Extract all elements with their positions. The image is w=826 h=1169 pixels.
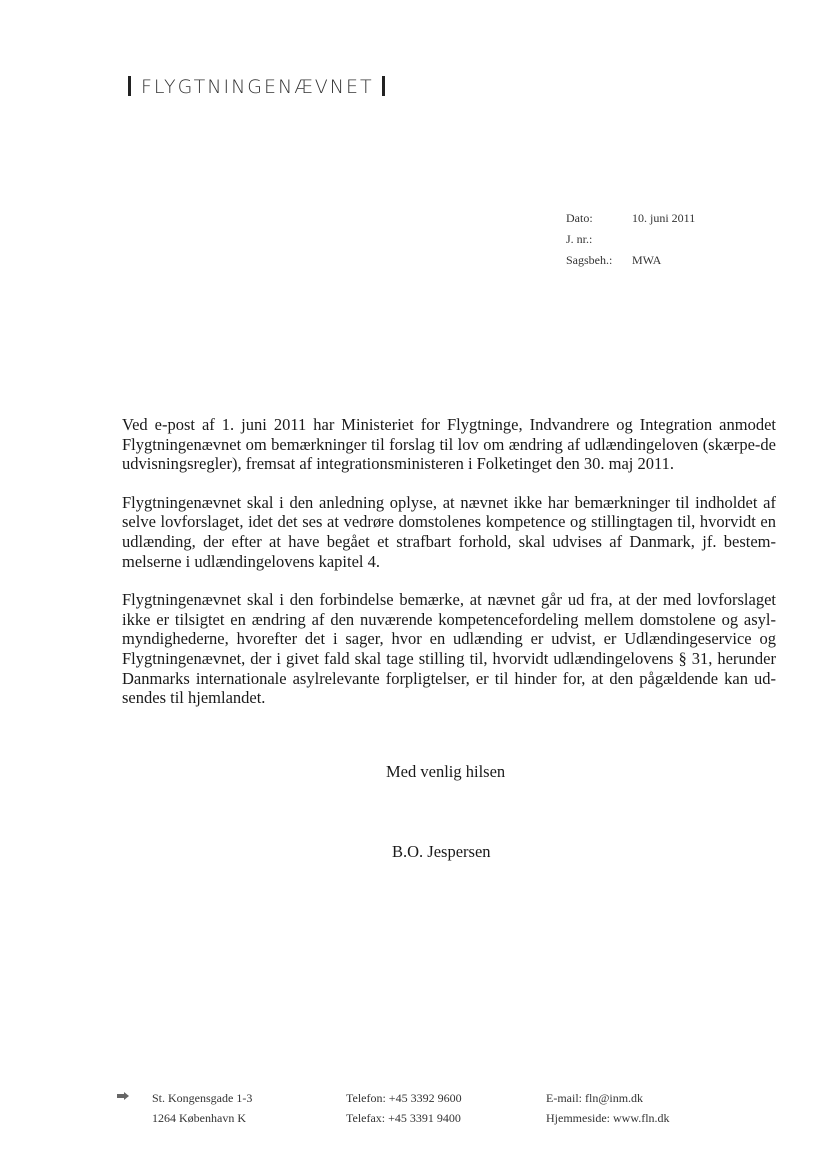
closing-salutation: Med venlig hilsen: [386, 762, 506, 781]
letter-meta: [566, 211, 695, 274]
paragraph: Ved e-post af 1. juni 2011 har Ministeriet for Flygtninge, Indvandrere og Integration anmodet Flygtningenævnet om bemærkninger til forslag til lov om ændring af udlændingeloven (skærpe-de udvisningsregler), fremsat af integrationsministeren i Folketinget den 30. maj 2011.: [122, 415, 776, 474]
footer-phone: [346, 1088, 462, 1128]
logo-bar-left: [128, 76, 131, 96]
date-label: Dato:: [566, 211, 593, 225]
address-line: 1264 København K: [152, 1111, 246, 1125]
letter-body: [122, 415, 776, 727]
caseworker-value: MWA: [632, 253, 662, 267]
org-name: FLYGTNINGENÆVNET: [141, 76, 374, 98]
footer-address: [152, 1088, 252, 1128]
email-link[interactable]: E-mail: fln@inm.dk: [546, 1091, 644, 1105]
arrow-icon: [117, 1092, 129, 1100]
footer-contact: [546, 1088, 670, 1128]
meta-row-jnr: [566, 232, 695, 253]
logo-bar-right: [382, 76, 385, 96]
phone-number: Telefon: +45 3392 9600: [346, 1091, 462, 1105]
website-link[interactable]: Hjemmeside: www.fln.dk: [546, 1111, 670, 1125]
paragraph: Flygtningenævnet skal i den forbindelse bemærke, at nævnet går ud fra, at der med lovforslaget ikke er tilsigtet en ændring af den nuværende kompetencefordeling mellem domstolene og asyl-myndighederne, hvorefter det i sager, hvor en udlænding er udvist, er Udlændingeservice og Flygtningenævnet, der i givet fald skal tage stilling til, hvorvidt udlændingelovens § 31, herunder Danmarks internationale asylrelevante forpligtelser, er til hinder for, at den pågældende kan ud-sendes til hjemlandet.: [122, 590, 776, 708]
meta-row-date: [566, 211, 695, 232]
meta-row-caseworker: [566, 253, 695, 274]
signature-name: B.O. Jespersen: [392, 842, 491, 861]
jnr-label: J. nr.:: [566, 232, 593, 246]
date-value: 10. juni 2011: [632, 211, 696, 225]
fax-number: Telefax: +45 3391 9400: [346, 1111, 461, 1125]
caseworker-label: Sagsbeh.:: [566, 253, 613, 267]
address-line: St. Kongensgade 1-3: [152, 1091, 253, 1105]
letterhead-logo: [128, 76, 385, 98]
paragraph: Flygtningenævnet skal i den anledning oplyse, at nævnet ikke har bemærkninger til indholdet af selve lovforslaget, idet det ses at vedrøre domstolenes kompetence og stillingtagen til, hvorvidt en udlænding, der efter at have begået et strafbart forhold, skal udvises af Danmark, jf. bestem-melserne i udlændingelovens kapitel 4.: [122, 492, 776, 571]
